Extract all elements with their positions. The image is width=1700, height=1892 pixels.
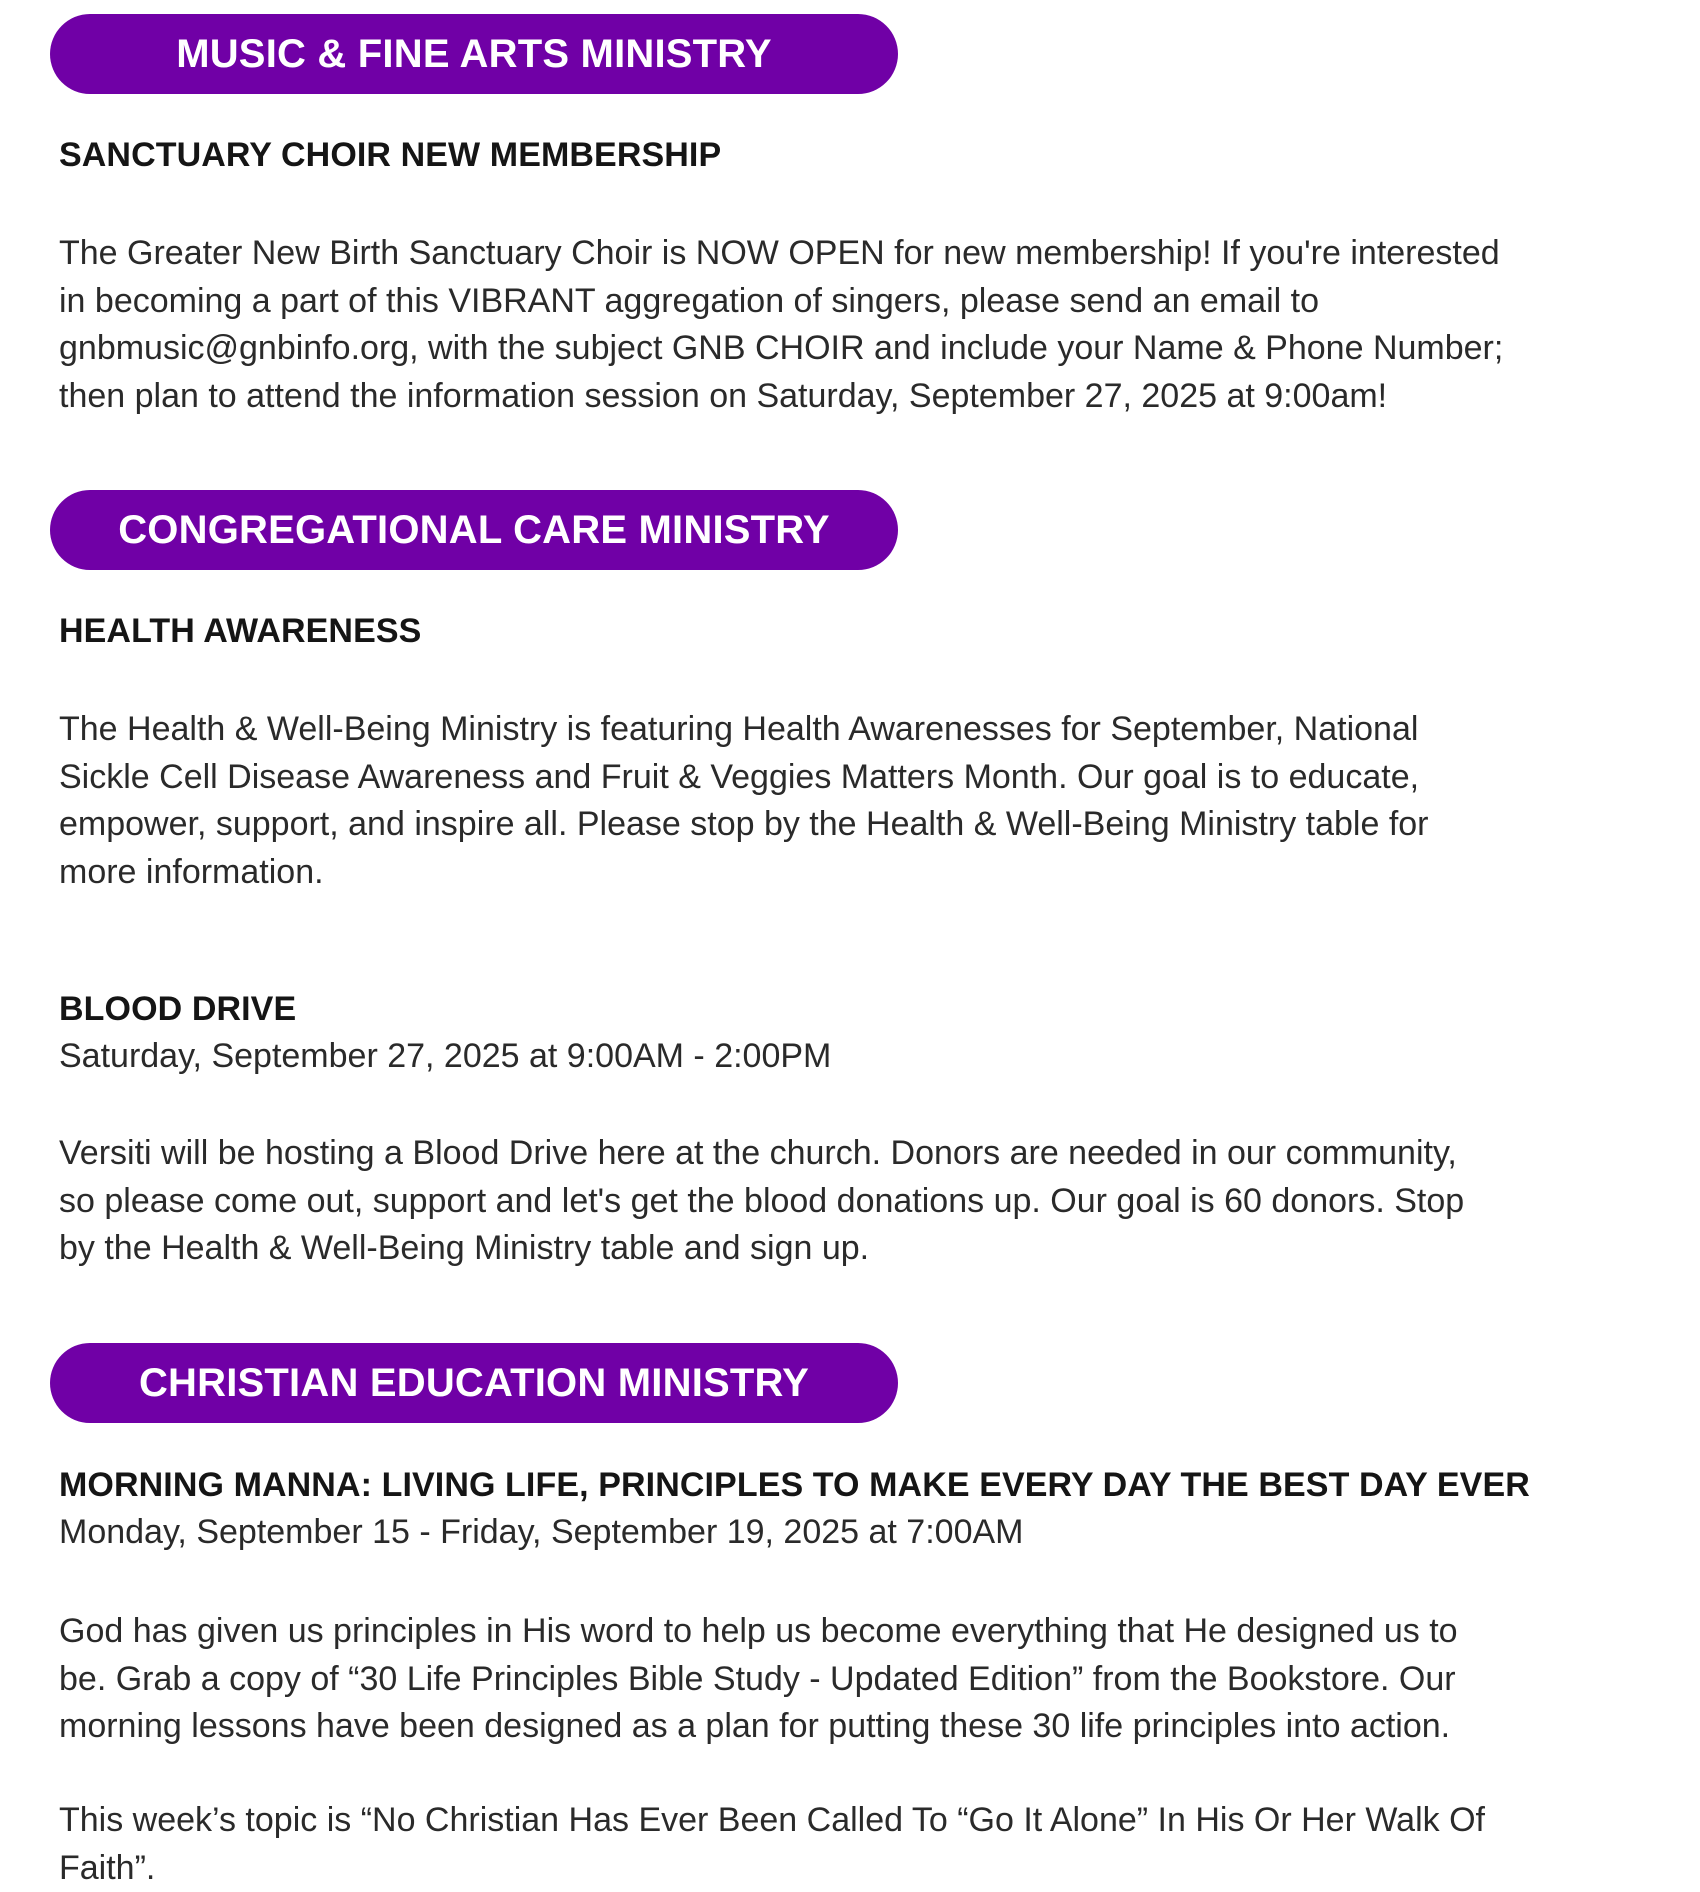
body-line: God has given us principles in His word to help us become everything that He designed us to xyxy=(59,1608,1669,1656)
item-topic-morning-manna xyxy=(59,1797,1669,1892)
body-line: so please come out, support and let's get the blood donations up. Our goal is 60 donors. Stop xyxy=(59,1178,1669,1226)
body-line: Sickle Cell Disease Awareness and Fruit & Veggies Matters Month. Our goal is to educate, xyxy=(59,754,1669,802)
body-line: Versiti will be hosting a Blood Drive here at the church. Donors are needed in our community, xyxy=(59,1130,1669,1178)
section-header-christian-education xyxy=(50,1343,898,1423)
topic-line: This week’s topic is “No Christian Has Ever Been Called To “Go It Alone” In His Or Her Walk Of xyxy=(59,1797,1669,1845)
item-date-morning-manna: Monday, September 15 - Friday, September 19, 2025 at 7:00AM xyxy=(59,1513,1023,1552)
item-heading-morning-manna: MORNING MANNA: LIVING LIFE, PRINCIPLES TO MAKE EVERY DAY THE BEST DAY EVER xyxy=(59,1466,1530,1505)
section-header-congregational-care xyxy=(50,490,898,570)
item-date-blood-drive: Saturday, September 27, 2025 at 9:00AM - 2:00PM xyxy=(59,1037,831,1076)
item-body-sanctuary-choir xyxy=(59,230,1669,420)
section-title: CONGREGATIONAL CARE MINISTRY xyxy=(118,508,830,553)
item-heading-health-awareness: HEALTH AWARENESS xyxy=(59,612,421,651)
item-body-blood-drive xyxy=(59,1130,1669,1273)
body-line: then plan to attend the information session on Saturday, September 27, 2025 at 9:00am! xyxy=(59,373,1669,421)
item-body-morning-manna xyxy=(59,1608,1669,1751)
topic-line: Faith”. xyxy=(59,1845,1669,1892)
body-line: morning lessons have been designed as a plan for putting these 30 life principles into action. xyxy=(59,1703,1669,1751)
body-line: The Health & Well-Being Ministry is featuring Health Awarenesses for September, National xyxy=(59,706,1669,754)
section-header-music-fine-arts xyxy=(50,14,898,94)
body-line: be. Grab a copy of “30 Life Principles Bible Study - Updated Edition” from the Bookstore. Our xyxy=(59,1656,1669,1704)
item-heading-sanctuary-choir: SANCTUARY CHOIR NEW MEMBERSHIP xyxy=(59,136,721,175)
body-line: The Greater New Birth Sanctuary Choir is NOW OPEN for new membership! If you're interested xyxy=(59,230,1669,278)
body-line: in becoming a part of this VIBRANT aggregation of singers, please send an email to xyxy=(59,278,1669,326)
body-line: by the Health & Well-Being Ministry table and sign up. xyxy=(59,1225,1669,1273)
section-title: CHRISTIAN EDUCATION MINISTRY xyxy=(139,1361,809,1406)
item-body-health-awareness xyxy=(59,706,1669,896)
body-line: more information. xyxy=(59,849,1669,897)
body-line: gnbmusic@gnbinfo.org, with the subject GNB CHOIR and include your Name & Phone Number; xyxy=(59,325,1669,373)
item-heading-blood-drive: BLOOD DRIVE xyxy=(59,990,296,1029)
body-line: empower, support, and inspire all. Please stop by the Health & Well-Being Ministry table for xyxy=(59,801,1669,849)
section-title: MUSIC & FINE ARTS MINISTRY xyxy=(176,32,772,77)
